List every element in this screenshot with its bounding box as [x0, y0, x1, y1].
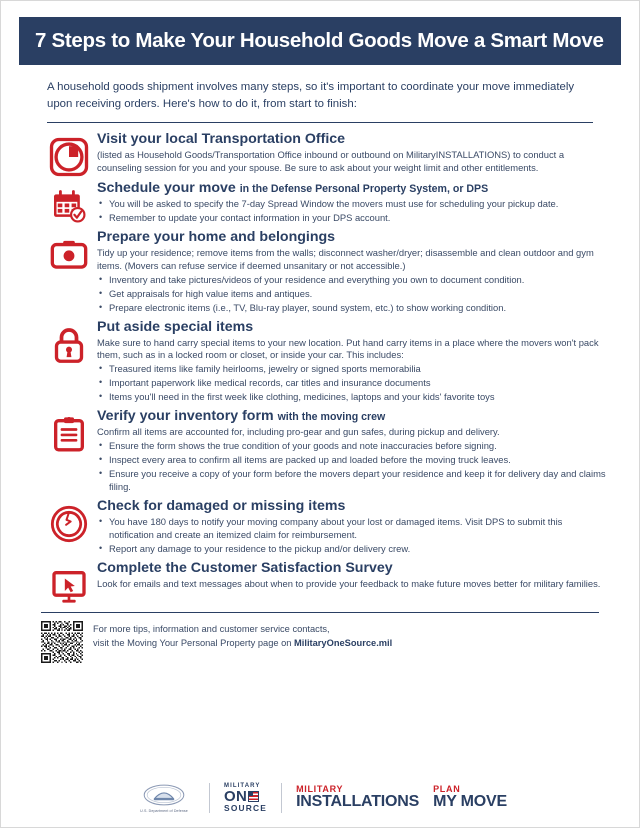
- footer-divider: [41, 612, 599, 613]
- bullet-item: • You have 180 days to notify your moving company about your lost or damaged items. Visit DPS to submit this notification and create an itemized claim for reimbursement.: [97, 516, 607, 542]
- footer-section: [41, 621, 599, 663]
- footer-line-2-prefix: visit the Moving Your Personal Property page on: [93, 637, 295, 648]
- mi-logo-bottom: INSTALLATIONS: [296, 793, 420, 810]
- pm-logo-bottom: MY MOVE: [433, 793, 507, 810]
- dod-seal-logo: [133, 782, 195, 813]
- step-title: Visit your local Transportation Office: [97, 131, 346, 148]
- alarm-clock-icon: [41, 131, 97, 177]
- padlock-icon: [41, 319, 97, 365]
- mos-logo-bottom: SOURCE: [224, 802, 268, 813]
- steps-list: [41, 131, 613, 606]
- bullet-item: • Remember to update your contact information in your DPS account.: [97, 212, 607, 225]
- step-content: [97, 498, 613, 557]
- step-bullets: [97, 274, 607, 315]
- step-item: [41, 498, 613, 557]
- bullet-item: • Inventory and take pictures/videos of your residence and everything you own to document condition.: [97, 274, 607, 287]
- step-content: [97, 319, 613, 406]
- monitor-cursor-icon: [41, 560, 97, 606]
- step-title: Schedule your move in the Defense Personal Property System, or DPS: [97, 180, 489, 197]
- step-title: Prepare your home and belongings: [97, 229, 336, 246]
- qr-code[interactable]: [41, 621, 83, 663]
- pm-logo-top: PLAN: [433, 784, 461, 794]
- bullet-item: • Report any damage to your residence to the pickup and/or delivery crew.: [97, 543, 607, 556]
- bullet-item: • Inspect every area to confirm all items are packed up and loaded before the moving truck leaves.: [97, 454, 607, 467]
- footer-line-1: For more tips, information and customer service contacts,: [93, 623, 330, 634]
- dod-seal-caption: U.S. Department of Defense: [140, 809, 188, 813]
- step-item: [41, 319, 613, 406]
- intro-paragraph: A household goods shipment involves many steps, so it's important to coordinate your move immediately upon receiving orders. Here's how to do it, from start to finish:: [47, 81, 575, 110]
- intro-divider: [47, 122, 593, 123]
- step-lead: Make sure to hand carry special items to your new location. Put hand carry items in a place where the movers won't pack them, such as in a locked room or closet, or inside your car. This includes:: [97, 336, 599, 361]
- calendar-check-icon: [41, 180, 97, 226]
- step-content: [97, 560, 613, 592]
- step-bullets: [97, 516, 607, 556]
- step-bullets: [97, 363, 607, 404]
- plan-my-move-logo[interactable]: [433, 785, 507, 810]
- step-item: [41, 560, 613, 606]
- step-item: [41, 180, 613, 226]
- footer-text: [93, 621, 392, 651]
- step-lead: Confirm all items are accounted for, including pro-gear and gun safes, during pickup and delivery.: [97, 426, 500, 438]
- logo-bar: [1, 782, 639, 813]
- dod-seal-icon: [142, 782, 186, 808]
- step-title: Complete the Customer Satisfaction Survey: [97, 559, 393, 576]
- mi-logo-top: MILITARY: [296, 784, 344, 794]
- step-content: [97, 180, 613, 226]
- broken-circle-icon: [41, 498, 97, 544]
- camera-icon: [41, 229, 97, 275]
- page-title: 7 Steps to Make Your Household Goods Move a Smart Move: [35, 29, 604, 52]
- bullet-item: • You will be asked to specify the 7-day Spread Window the movers must use for scheduling your pickup date.: [97, 198, 607, 211]
- step-bullets: [97, 198, 607, 225]
- bullet-item: • Items you'll need in the first week like clothing, medicines, laptops and your kids' favorite toys: [97, 391, 607, 404]
- step-item: [41, 408, 613, 495]
- bullet-item: • Ensure the form shows the true condition of your goods and note inaccuracies before signing.: [97, 440, 607, 453]
- step-content: [97, 131, 613, 176]
- step-lead: (listed as Household Goods/Transportation Office inbound or outbound on MilitaryINSTALLATIONS) to conduct a counseling session for you and your spouse. Be sure to ask about your weight limit and other entitlements.: [97, 149, 565, 173]
- step-item: [41, 229, 613, 316]
- step-subtitle: with the moving crew: [277, 411, 386, 424]
- mos-logo-mid: ON: [224, 789, 259, 804]
- military-onesource-logo[interactable]: [224, 783, 267, 812]
- flag-icon: [248, 791, 259, 802]
- bullet-item: • Prepare electronic items (i.e., TV, Blu-ray player, sound system, etc.) to show working condition.: [97, 302, 607, 315]
- military-installations-logo[interactable]: [296, 785, 419, 810]
- bullet-item: • Important paperwork like medical records, car titles and insurance documents: [97, 377, 607, 390]
- header-banner: [19, 17, 621, 65]
- clipboard-icon: [41, 408, 97, 454]
- footer-line-2: [93, 637, 392, 651]
- step-subtitle: in the Defense Personal Property System, or DPS: [239, 183, 489, 196]
- logo-divider: [281, 783, 282, 813]
- militaryonesource-link[interactable]: MilitaryOneSource.mil: [294, 637, 393, 648]
- bullet-item: • Ensure you receive a copy of your form before the movers depart your residence and keep it for delivery day and claims filing.: [97, 468, 607, 494]
- bullet-item: • Treasured items like family heirlooms, jewelry or signed sports memorabilia: [97, 363, 607, 376]
- bullet-item: • Get appraisals for high value items and antiques.: [97, 288, 607, 301]
- step-item: [41, 131, 613, 177]
- logo-divider: [209, 783, 210, 813]
- step-lead: Look for emails and text messages about when to provide your feedback to make future moves better for military families.: [97, 577, 601, 589]
- step-lead: Tidy up your residence; remove items from the walls; disconnect washer/dryer; disassemble and clean outdoor and gym items. (Movers can refuse service if deemed unsanitary or not accessible.): [97, 247, 594, 271]
- step-content: [97, 408, 613, 495]
- mos-logo-top: MILITARY: [224, 782, 261, 789]
- step-title: Check for damaged or missing items: [97, 497, 346, 514]
- step-content: [97, 229, 613, 316]
- step-title: Put aside special items: [97, 318, 254, 335]
- step-bullets: [97, 440, 607, 494]
- step-title: Verify your inventory form with the moving crew: [97, 408, 386, 425]
